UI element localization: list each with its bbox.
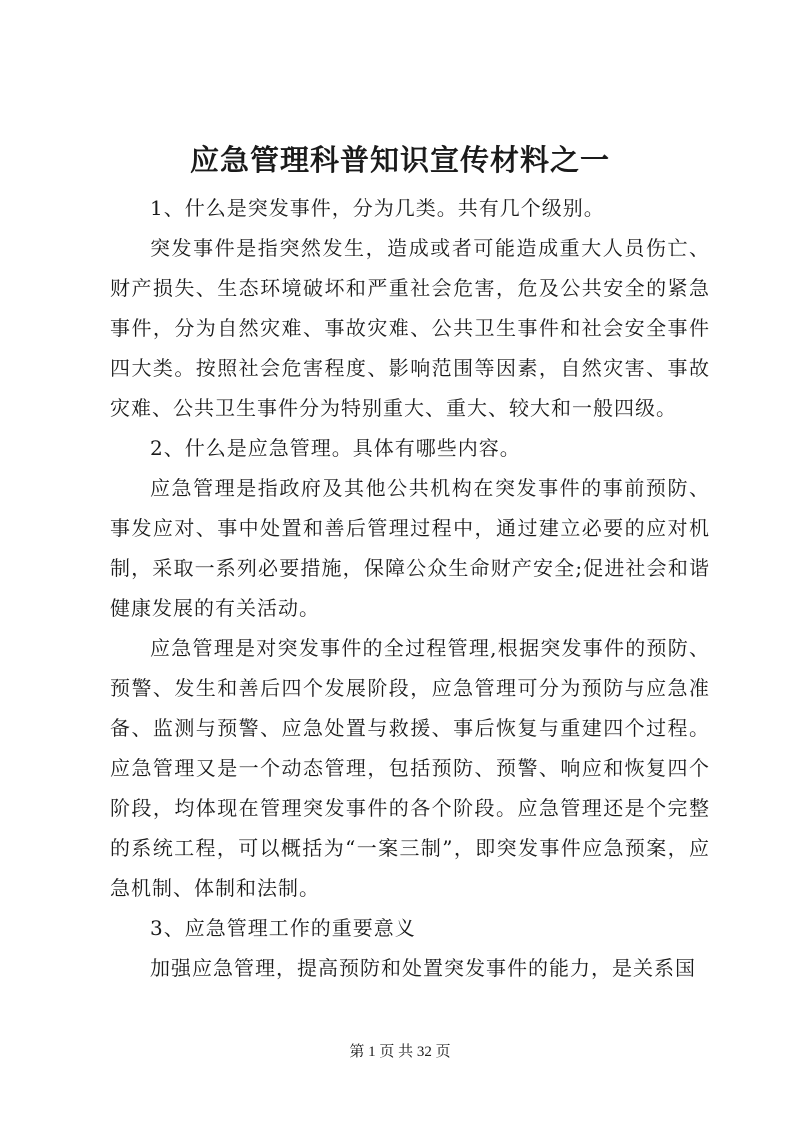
paragraph-management-definition: 应急管理是指政府及其他公共机构在突发事件的事前预防、事发应对、事中处置和善后管理过程中，通过建立必要的应对机制，采取一系列必要措施，保障公众生命财产安全;促进社会和谐健康发展的有关活动。: [110, 476, 710, 620]
paragraph-emergency-definition: 突发事件是指突然发生，造成或者可能造成重大人员伤亡、财产损失、生态环境破坏和严重社会危害，危及公共安全的紧急事件，分为自然灾难、事故灾难、公共卫生事件和社会安全事件四大类。按照社会危害程度、影响范围等因素，自然灾害、事故灾难、公共卫生事件分为特别重大、重大、较大和一般四级。: [110, 236, 710, 420]
paragraph-management-process: 应急管理是对突发事件的全过程管理,根据突发事件的预防、预警、发生和善后四个发展阶段，应急管理可分为预防与应急准备、监测与预警、应急处置与救援、事后恢复与重建四个过程。应急管理又是一个动态管理，包括预防、预警、响应和恢复四个阶段，均体现在管理突发事件的各个阶段。应急管理还是个完整的系统工程，可以概括为“一案三制”，即突发事件应急预案，应急机制、体制和法制。: [110, 636, 710, 900]
document-title: 应急管理科普知识宣传材料之一: [189, 143, 610, 177]
paragraph-significance: 加强应急管理，提高预防和处置突发事件的能力，是关系国: [150, 956, 696, 980]
question-2-heading: 2、什么是应急管理。具体有哪些内容。: [150, 436, 521, 460]
question-1-heading: 1、什么是突发事件，分为几类。共有几个级别。: [150, 196, 605, 220]
question-3-heading: 3、应急管理工作的重要意义: [150, 916, 416, 940]
page-number-footer: 第 1 页 共 32 页: [349, 1044, 451, 1060]
document-body: [110, 188, 710, 988]
